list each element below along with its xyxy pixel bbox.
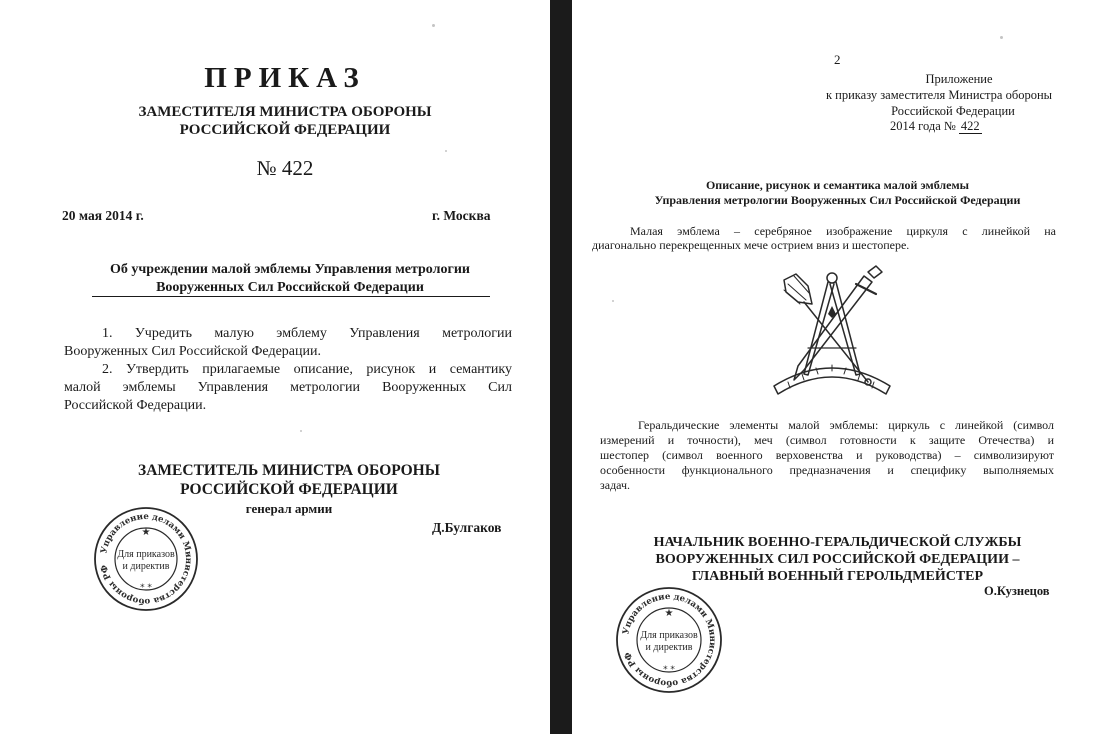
page-gutter <box>550 0 572 734</box>
annex-signer-line-3: ГЛАВНЫЙ ВОЕННЫЙ ГЕРОЛЬДМЕЙСТЕР <box>691 569 984 584</box>
annex-line-4 <box>890 119 982 134</box>
official-stamp-seal <box>92 505 200 613</box>
order-city: г. Москва <box>432 208 491 223</box>
page-number: 2 <box>834 52 841 67</box>
official-stamp-seal-annex <box>614 585 724 695</box>
metrology-emblem-drawing <box>768 262 896 400</box>
annex-signer-name: О.Кузнецов <box>984 584 1050 598</box>
emblem-description-line-2: диагонально перекрещенных мече острием вниз и шестопере. <box>592 238 910 252</box>
stamp-inner-line-2: и директив <box>645 642 693 653</box>
stamp-star-icon: ★ <box>664 608 674 619</box>
subject-line-1: Об учреждении малой эмблемы Управления метрологии <box>110 262 470 277</box>
annex-signer-line-2: ВООРУЖЕННЫХ СИЛ РОССИЙСКОЙ ФЕДЕРАЦИИ – <box>655 552 1020 567</box>
heraldic-line-1: Геральдические элементы малой эмблемы: циркуль с линейкой (символ <box>638 418 1054 432</box>
subject-line-2: Вооруженных Сил Российской Федерации <box>156 280 424 295</box>
order-date: 20 мая 2014 г. <box>62 208 144 223</box>
annex-heading-line-1: Описание, рисунок и семантика малой эмблемы <box>705 178 970 192</box>
sword-blade <box>794 276 872 380</box>
stamp-inner-line-1: Для приказов <box>640 630 698 641</box>
heraldic-line-3: шестопер (символ военного верховенства и руководства) – символизируют <box>600 448 1054 462</box>
heraldic-line-5: задач. <box>600 478 631 492</box>
annex-order-number: 422 <box>960 119 980 133</box>
subject-underline <box>92 296 490 297</box>
sword-pommel <box>868 266 882 278</box>
item-2-line-1: 2. Утвердить прилагаемые описание, рисунок и семантику <box>102 362 512 377</box>
compass-ruler-arc <box>774 368 890 394</box>
annex-signer-line-1: НАЧАЛЬНИК ВОЕННО-ГЕРАЛЬДИЧЕСКОЙ СЛУЖБЫ <box>653 535 1022 550</box>
annex-date-prefix: 2014 года № <box>890 119 956 133</box>
sword-guard <box>856 284 876 294</box>
annex-line-3: Российской Федерации <box>891 104 1015 118</box>
mace-head <box>784 274 812 304</box>
item-2-line-2: малой эмблемы Управления метрологии Вооруженных Сил <box>64 380 512 395</box>
stamp-bottom-stars: * * <box>663 665 675 675</box>
order-title: ПРИКАЗ <box>204 62 366 94</box>
annex-line-1: Приложение <box>925 72 993 86</box>
right-document-page <box>572 0 1103 734</box>
annex-line-2: к приказу заместителя Министра обороны <box>825 88 1053 102</box>
stamp-inner-line-1: Для приказов <box>117 549 175 560</box>
stamp-inner-line-2: и директив <box>122 561 170 572</box>
order-number: № 422 <box>256 156 314 180</box>
item-1-line-1: 1. Учредить малую эмблему Управления метрологии <box>102 326 512 341</box>
signer-title-line-1: ЗАМЕСТИТЕЛЬ МИНИСТРА ОБОРОНЫ <box>138 462 440 479</box>
emblem-description-line-1: Малая эмблема – серебряное изображение циркуля с линейкой на <box>630 224 1056 238</box>
stamp-ring-text: Управление делами Министерства обороны РФ <box>99 511 194 607</box>
signer-name: Д.Булгаков <box>432 520 502 535</box>
item-2-line-3: Российской Федерации. <box>64 398 207 413</box>
compass-leg-right <box>830 282 860 375</box>
annex-heading-line-2: Управления метрологии Вооруженных Сил Российской Федерации <box>654 193 1021 207</box>
heraldic-line-4: особенности функционального предназначения и специфику выполняемых <box>600 463 1054 477</box>
stamp-ring-text: Управление делами Министерства обороны РФ <box>621 591 718 689</box>
signer-title-line-2: РОССИЙСКОЙ ФЕДЕРАЦИИ <box>180 481 398 498</box>
item-1-line-2: Вооруженных Сил Российской Федерации. <box>64 344 321 359</box>
heraldic-line-2: измерений и точности), меч (символ готовности к защите Отечества) и <box>600 433 1054 447</box>
stamp-bottom-stars: * * <box>140 583 152 593</box>
compass-leg-left <box>804 282 834 375</box>
issuer-line-1: ЗАМЕСТИТЕЛЯ МИНИСТРА ОБОРОНЫ <box>138 104 432 120</box>
issuer-line-2: РОССИЙСКОЙ ФЕДЕРАЦИИ <box>179 122 391 138</box>
signer-rank: генерал армии <box>245 501 333 516</box>
left-document-page <box>0 0 550 734</box>
stamp-star-icon: ★ <box>141 527 151 538</box>
